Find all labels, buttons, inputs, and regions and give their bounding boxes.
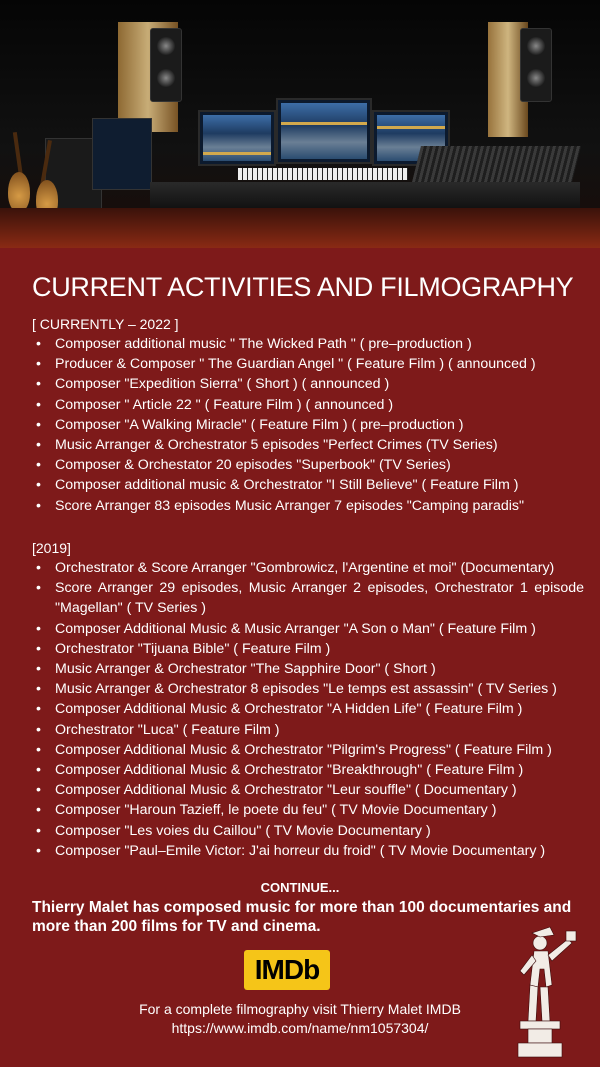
- list-item: • Composer Additional Music & Orchestrator "A Hidden Life" ( Feature Film ): [36, 699, 584, 719]
- imdb-url-link[interactable]: https://www.imdb.com/name/nm1057304/: [171, 1020, 429, 1036]
- list-item: • Music Arranger & Orchestrator 5 episodes "Perfect Crimes (TV Series): [36, 435, 584, 455]
- list-item: • Composer "Paul–Emile Victor: J'ai horreur du froid" ( TV Movie Documentary ): [36, 841, 584, 861]
- current-credits-list: [36, 334, 584, 516]
- blacksmith-statue-icon: [510, 925, 580, 1060]
- list-item: • Composer Additional Music & Music Arranger "A Son o Man" ( Feature Film ): [36, 619, 584, 639]
- list-item: • Orchestrator "Tijuana Bible" ( Feature Film ): [36, 639, 584, 659]
- list-item: • Composer Additional Music & Orchestrator "Pilgrim's Progress" ( Feature Film ): [36, 740, 584, 760]
- list-item: • Composer additional music & Orchestrator "I Still Believe" ( Feature Film ): [36, 475, 584, 495]
- list-item: • Composer "A Walking Miracle" ( Feature Film ) ( pre–production ): [36, 415, 584, 435]
- section-label-current: [ CURRENTLY – 2022 ]: [32, 316, 179, 332]
- list-item: • Composer & Orchestator 20 episodes "Superbook" (TV Series): [36, 455, 584, 475]
- list-item: • Composer Additional Music & Orchestrator "Breakthrough" ( Feature Film ): [36, 760, 584, 780]
- visit-label: For a complete filmography visit Thierry Malet IMDB: [139, 1001, 461, 1017]
- list-item: • Composer "Haroun Tazieff, le poete du feu" ( TV Movie Documentary ): [36, 800, 584, 820]
- list-item: • Composer additional music " The Wicked Path " ( pre–production ): [36, 334, 584, 354]
- list-item: • Score Arranger 29 episodes, Music Arranger 2 episodes, Orchestrator 1 episode "Magellan" ( TV Series ): [36, 578, 584, 618]
- list-item: • Producer & Composer " The Guardian Angel " ( Feature Film ) ( announced ): [36, 354, 584, 374]
- imdb-logo[interactable]: IMDb: [244, 950, 330, 990]
- section-label-2019: [2019]: [32, 540, 71, 556]
- list-item: • Composer "Expedition Sierra" ( Short ) ( announced ): [36, 374, 584, 394]
- credits-2019-list: [36, 558, 584, 861]
- studio-photo: [0, 0, 600, 248]
- list-item: • Composer Additional Music & Orchestrator "Leur souffle" ( Documentary ): [36, 780, 584, 800]
- list-item: • Score Arranger 83 episodes Music Arranger 7 episodes "Camping paradis": [36, 496, 584, 516]
- list-item: • Composer "Les voies du Caillou" ( TV Movie Documentary ): [36, 821, 584, 841]
- list-item: • Music Arranger & Orchestrator "The Sapphire Door" ( Short ): [36, 659, 584, 679]
- page-title: CURRENT ACTIVITIES AND FILMOGRAPHY: [32, 272, 574, 302]
- list-item: • Composer " Article 22 " ( Feature Film ) ( announced ): [36, 395, 584, 415]
- list-item: • Orchestrator & Score Arranger "Gombrowicz, l'Argentine et moi" (Documentary): [36, 558, 584, 578]
- continue-link[interactable]: CONTINUE...: [260, 880, 340, 895]
- list-item: • Orchestrator "Luca" ( Feature Film ): [36, 720, 584, 740]
- summary-text: Thierry Malet has composed music for more than 100 documentaries and more than 200 films for TV and cinema.: [32, 899, 572, 935]
- list-item: • Music Arranger & Orchestrator 8 episodes "Le temps est assassin" ( TV Series ): [36, 679, 584, 699]
